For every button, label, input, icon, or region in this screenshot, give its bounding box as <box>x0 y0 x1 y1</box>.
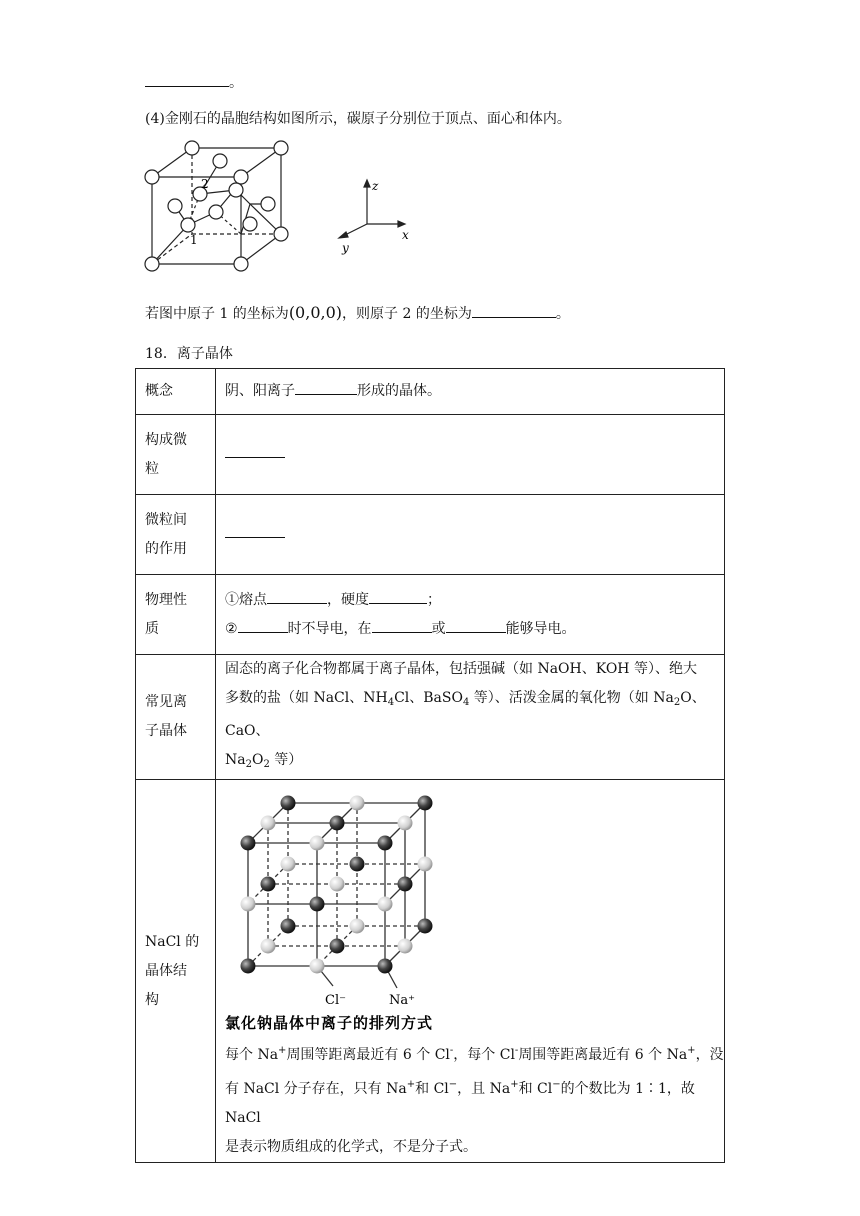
row-label-physical: 物理性 质 <box>136 575 216 655</box>
y-axis-label: y <box>342 241 349 255</box>
z-axis-label: z <box>372 179 379 193</box>
row-label-common: 常见离 子晶体 <box>136 655 216 780</box>
atom-1-coordinate: (0,0,0) <box>288 303 343 322</box>
table-row-nacl <box>136 780 725 1163</box>
row-value-common: 固态的离子化合物都属于离子晶体，包括强碱（如 NaOH、KOH 等）、绝大 多数的盐（如 NaCl、$NH_4Cl$、BaSO$_4$ 等）、活泼金属的氧化物（如 $Na_2O$、CaO、 $Na_2O_2$ 等） <box>216 655 725 780</box>
table-row-particles <box>136 415 725 495</box>
row-value-particles <box>216 415 725 495</box>
hardness-blank[interactable] <box>369 589 427 604</box>
question-18-title: 18．离子晶体 <box>145 346 233 362</box>
conductive-state-1-blank[interactable] <box>372 618 432 633</box>
row-label-particles: 构成微 粒 <box>136 415 216 495</box>
diamond-unit-cell-figure <box>140 136 300 278</box>
melting-point-blank[interactable] <box>267 589 327 604</box>
nonconductive-state-blank[interactable] <box>238 618 288 633</box>
table-row-common <box>136 655 725 780</box>
coordinate-question: 若图中原子 1 的坐标为(0,0,0)，则原子 2 的坐标为 。 <box>145 303 570 322</box>
concept-blank[interactable] <box>295 380 357 395</box>
x-axis-label: x <box>402 228 409 242</box>
row-label-nacl: NaCl 的 晶体结 构 <box>136 780 216 1163</box>
nacl-description: 每个 Na+周围等距离最近有 6 个 Cl-，每个 Cl-周围等距离最近有 6 个 Na+，没 有 NaCl 分子存在，只有 Na+和 Cl−，且 Na+和 Cl−的个数比为 1∶1，故 NaCl 是表示物质组成的化学式，不是分子式。 <box>225 1045 724 1155</box>
conductive-state-2-blank[interactable] <box>446 618 506 633</box>
particles-blank[interactable] <box>225 443 285 458</box>
answer-blank[interactable] <box>145 72 229 87</box>
chloride-label: Cl⁻ <box>325 993 346 1008</box>
sodium-label: Na⁺ <box>389 993 415 1008</box>
row-value-interaction <box>216 495 725 575</box>
row-label-interaction: 微粒间 的作用 <box>136 495 216 575</box>
table-row-concept <box>136 369 725 415</box>
row-label-concept: 概念 <box>136 369 216 415</box>
interaction-blank[interactable] <box>225 523 285 538</box>
row-value-nacl <box>216 780 725 1163</box>
previous-answer-line: 。 <box>145 72 243 92</box>
coordinate-axes-figure <box>336 172 416 256</box>
nacl-figure-caption: 氯化钠晶体中离子的排列方式 <box>225 1014 434 1032</box>
row-value-physical: ①熔点 ，硬度 ； ② 时不导电，在 或 能够导电。 <box>216 575 725 655</box>
question-4-text: (4)金刚石的晶胞结构如图所示，碳原子分别位于顶点、面心和体内。 <box>145 111 571 127</box>
atom-2-coordinate-blank[interactable] <box>472 303 556 318</box>
table-row-physical <box>136 575 725 655</box>
row-value-concept: 阴、阳离子 形成的晶体。 <box>216 369 725 415</box>
table-row-interaction <box>136 495 725 575</box>
nacl-crystal-figure <box>225 786 465 1036</box>
atom-1-label: 1 <box>190 233 198 247</box>
ionic-crystal-table <box>135 368 725 1163</box>
atom-2-label: 2 <box>201 177 209 191</box>
